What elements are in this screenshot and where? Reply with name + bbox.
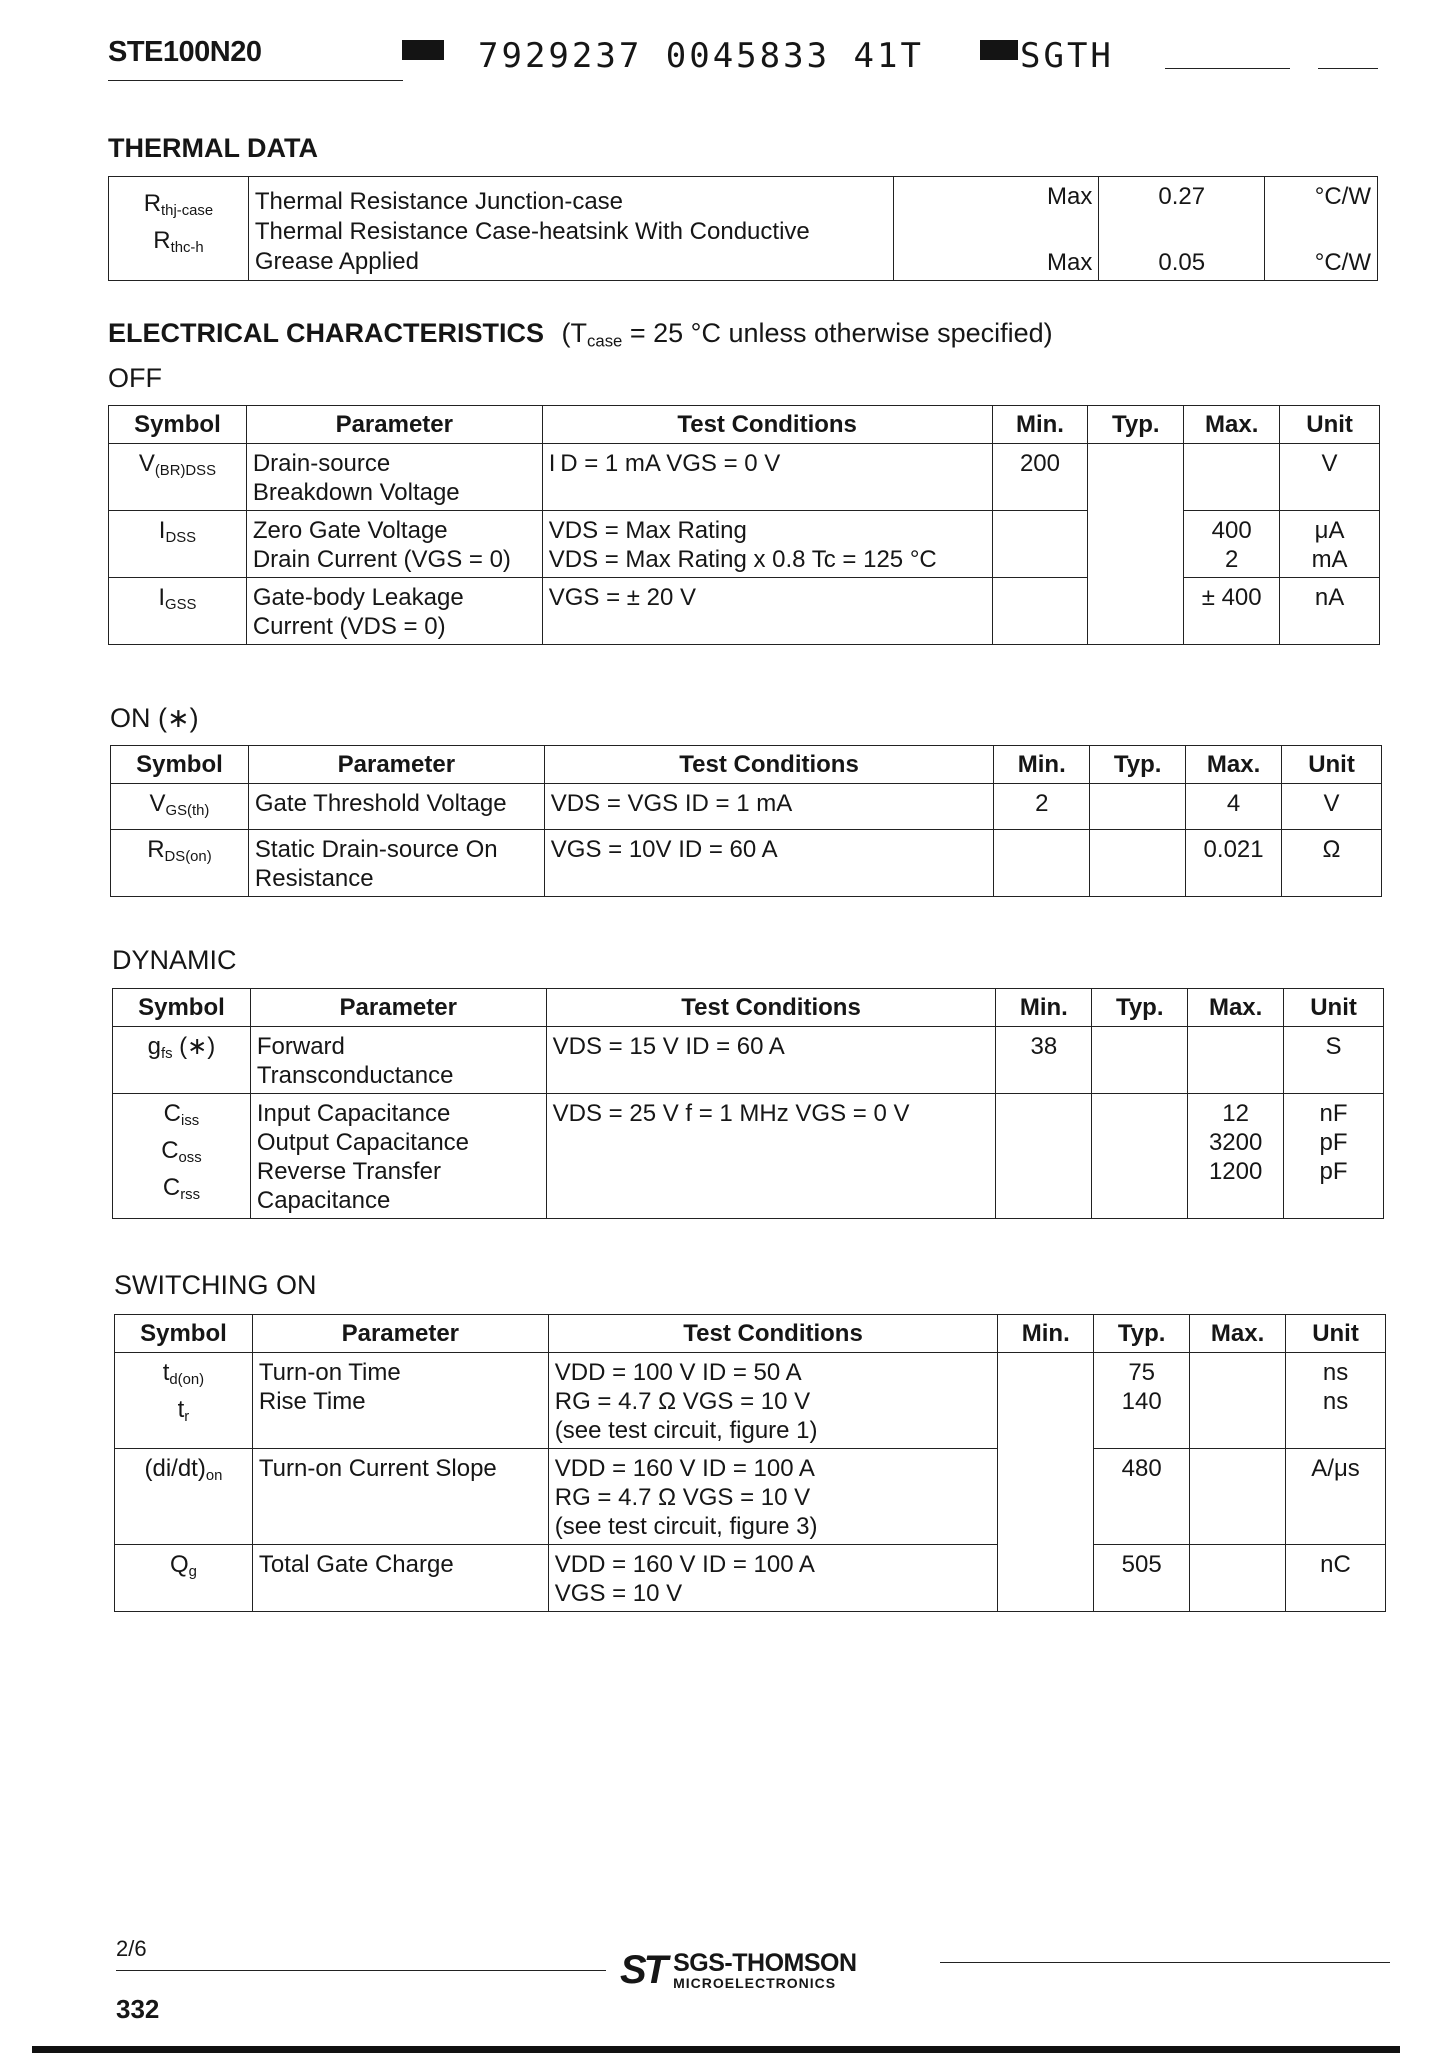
brand-code: SGTH bbox=[1020, 36, 1114, 76]
parameter-cell bbox=[246, 511, 542, 578]
symbol-subscript: GS(th) bbox=[165, 803, 210, 820]
conditions-cell bbox=[548, 1353, 998, 1449]
col-typ: Typ. bbox=[1090, 746, 1186, 784]
switching-table bbox=[114, 1314, 1386, 1612]
header-rule bbox=[1165, 68, 1290, 69]
max-cell: ± 400 bbox=[1184, 578, 1280, 645]
unit-cell: S bbox=[1284, 1027, 1384, 1094]
symbol-cell bbox=[109, 511, 247, 578]
off-table bbox=[108, 405, 1380, 645]
min-cell bbox=[996, 1094, 1092, 1219]
symbol-cell bbox=[109, 444, 247, 511]
parameter-cell bbox=[252, 1449, 548, 1545]
document-code: 7929237 0045833 41T bbox=[478, 36, 924, 76]
symbol-subscript: g bbox=[188, 1564, 197, 1581]
typ-cell bbox=[1088, 444, 1184, 645]
qualifier: Max bbox=[893, 229, 1099, 281]
min-cell bbox=[998, 1353, 1094, 1612]
table-header-row bbox=[109, 406, 1380, 444]
condition-line: VDS = 25 V f = 1 MHz VGS = 0 V bbox=[552, 1100, 910, 1127]
thermal-param-heatsink: Thermal Resistance Case-heatsink With Conductive bbox=[254, 218, 810, 245]
unit-value: pF bbox=[1319, 1158, 1348, 1185]
table-row bbox=[115, 1545, 1386, 1612]
typ-value: 140 bbox=[1121, 1388, 1162, 1415]
max-value: 2 bbox=[1225, 546, 1239, 573]
symbol-subscript: on bbox=[205, 1468, 223, 1485]
symbol-cell bbox=[115, 1545, 253, 1612]
col-unit: Unit bbox=[1284, 989, 1384, 1027]
symbol-cell bbox=[115, 1353, 253, 1449]
company-division: MICROELECTRONICS bbox=[673, 1974, 837, 1991]
condition-prefix: (T bbox=[561, 318, 588, 348]
typ-value: 75 bbox=[1128, 1359, 1156, 1386]
max-cell bbox=[1188, 1094, 1284, 1219]
unit: °C/W bbox=[1265, 177, 1378, 229]
parameter-line: Breakdown Voltage bbox=[252, 479, 460, 506]
switching-title: SWITCHING ON bbox=[114, 1270, 317, 1300]
parameter-line: Static Drain-source On bbox=[254, 836, 498, 864]
condition-subscript: case bbox=[587, 331, 623, 351]
col-parameter: Parameter bbox=[246, 406, 542, 444]
col-min: Min. bbox=[998, 1315, 1094, 1353]
conditions-cell bbox=[548, 1545, 998, 1612]
symbol: t bbox=[177, 1396, 185, 1424]
parameter-line: Transconductance bbox=[256, 1062, 454, 1089]
table-row bbox=[109, 444, 1380, 511]
parameter-line: Forward bbox=[256, 1033, 345, 1060]
conditions-cell bbox=[544, 784, 994, 830]
symbol-subscript: GSS bbox=[165, 597, 197, 614]
symbol: R bbox=[153, 227, 171, 255]
table-row bbox=[111, 784, 1382, 830]
unit-cell bbox=[1286, 1353, 1386, 1449]
condition-line: (see test circuit, figure 3) bbox=[554, 1513, 818, 1540]
col-typ: Typ. bbox=[1092, 989, 1188, 1027]
unit-value: μA bbox=[1314, 517, 1345, 544]
thermal-param-heatsink-cont: Grease Applied bbox=[254, 248, 419, 275]
table-header-row bbox=[115, 1315, 1386, 1353]
col-min: Min. bbox=[992, 406, 1088, 444]
off-title: OFF bbox=[108, 363, 162, 393]
max-cell bbox=[1184, 511, 1280, 578]
col-symbol: Symbol bbox=[115, 1315, 253, 1353]
symbol: g bbox=[147, 1033, 161, 1060]
max-value: 3200 bbox=[1208, 1129, 1263, 1156]
min-cell: 38 bbox=[996, 1027, 1092, 1094]
parameter-line: Rise Time bbox=[258, 1388, 366, 1415]
unit-value: mA bbox=[1311, 546, 1348, 573]
parameter-line: Gate Threshold Voltage bbox=[254, 790, 507, 817]
typ-cell bbox=[1090, 830, 1186, 897]
col-parameter: Parameter bbox=[250, 989, 546, 1027]
col-typ: Typ. bbox=[1088, 406, 1184, 444]
parameter-cell bbox=[246, 578, 542, 645]
col-unit: Unit bbox=[1286, 1315, 1386, 1353]
condition-line: VDS = Max Rating bbox=[548, 517, 747, 544]
symbol-subscript: iss bbox=[181, 1113, 200, 1130]
condition-line: VDS = VGS ID = 1 mA bbox=[550, 790, 793, 817]
conditions-cell bbox=[542, 511, 992, 578]
col-max: Max. bbox=[1184, 406, 1280, 444]
col-symbol: Symbol bbox=[111, 746, 249, 784]
dynamic-table bbox=[112, 988, 1384, 1219]
col-symbol: Symbol bbox=[113, 989, 251, 1027]
unit-cell bbox=[1284, 1094, 1384, 1219]
page-indicator: 2/6 bbox=[116, 1936, 147, 1961]
typ-cell bbox=[1092, 1027, 1188, 1094]
unit-cell: nC bbox=[1286, 1545, 1386, 1612]
typ-cell: 480 bbox=[1094, 1449, 1190, 1545]
table-row bbox=[115, 1449, 1386, 1545]
col-test-conditions: Test Conditions bbox=[544, 746, 994, 784]
header-underline bbox=[108, 80, 403, 81]
col-max: Max. bbox=[1186, 746, 1282, 784]
max-cell: 0.021 bbox=[1186, 830, 1282, 897]
max-cell bbox=[1190, 1353, 1286, 1449]
unit: °C/W bbox=[1265, 229, 1378, 281]
unit-value: pF bbox=[1319, 1129, 1348, 1156]
unit-cell: Ω bbox=[1282, 830, 1382, 897]
parameter-cell bbox=[250, 1027, 546, 1094]
min-cell bbox=[992, 511, 1088, 578]
min-cell bbox=[994, 830, 1090, 897]
max-cell bbox=[1190, 1545, 1286, 1612]
table-row bbox=[109, 578, 1380, 645]
col-parameter: Parameter bbox=[248, 746, 544, 784]
parameter-line: Input Capacitance bbox=[256, 1100, 451, 1127]
typ-cell bbox=[1090, 784, 1186, 830]
condition-line: I D = 1 mA VGS = 0 V bbox=[548, 450, 781, 477]
parameter-line: Turn-on Time bbox=[258, 1359, 401, 1386]
conditions-cell bbox=[544, 830, 994, 897]
parameter-line: Drain-source bbox=[252, 450, 391, 477]
col-max: Max. bbox=[1188, 989, 1284, 1027]
max-value: 12 bbox=[1222, 1100, 1249, 1127]
symbol-cell bbox=[111, 830, 249, 897]
symbol: C bbox=[161, 1137, 179, 1165]
parameter-cell bbox=[246, 444, 542, 511]
typ-cell bbox=[1092, 1094, 1188, 1219]
symbol: V bbox=[149, 790, 166, 817]
condition-line: VDD = 160 V ID = 100 A bbox=[554, 1455, 815, 1482]
col-unit: Unit bbox=[1282, 746, 1382, 784]
conditions-cell bbox=[546, 1094, 996, 1219]
symbol-cell bbox=[115, 1449, 253, 1545]
parameter-line: Gate-body Leakage bbox=[252, 584, 464, 611]
conditions-cell bbox=[546, 1027, 996, 1094]
symbol: C bbox=[163, 1100, 182, 1127]
condition-line: (see test circuit, figure 1) bbox=[554, 1417, 818, 1444]
max-cell bbox=[1184, 444, 1280, 511]
min-cell bbox=[992, 578, 1088, 645]
min-cell: 2 bbox=[994, 784, 1090, 830]
symbol-subscript: DSS bbox=[165, 530, 197, 547]
symbol: Q bbox=[169, 1551, 189, 1578]
max-cell bbox=[1190, 1449, 1286, 1545]
company-logo bbox=[620, 1948, 857, 1993]
unit-cell: A/μs bbox=[1286, 1449, 1386, 1545]
symbol: C bbox=[162, 1174, 181, 1202]
black-bar-mark bbox=[980, 40, 1018, 60]
thermal-table bbox=[108, 176, 1378, 281]
condition-line: RG = 4.7 Ω VGS = 10 V bbox=[554, 1484, 811, 1511]
col-test-conditions: Test Conditions bbox=[546, 989, 996, 1027]
table-row bbox=[109, 511, 1380, 578]
unit-value: nF bbox=[1319, 1100, 1348, 1127]
symbol-subscript: oss bbox=[178, 1150, 202, 1167]
max-value: 400 bbox=[1211, 517, 1252, 544]
unit-cell bbox=[1280, 511, 1380, 578]
condition-line: VDD = 100 V ID = 50 A bbox=[554, 1359, 802, 1386]
thermal-title: THERMAL DATA bbox=[108, 133, 318, 163]
conditions-cell bbox=[548, 1449, 998, 1545]
max-cell bbox=[1188, 1027, 1284, 1094]
parameter-line: Current (VDS = 0) bbox=[252, 613, 446, 640]
page-number: 332 bbox=[116, 1994, 160, 2024]
thermal-symbols bbox=[109, 177, 249, 281]
col-symbol: Symbol bbox=[109, 406, 247, 444]
condition-line: RG = 4.7 Ω VGS = 10 V bbox=[554, 1388, 811, 1415]
col-typ: Typ. bbox=[1094, 1315, 1190, 1353]
condition-line: VGS = ± 20 V bbox=[548, 584, 696, 611]
col-max: Max. bbox=[1190, 1315, 1286, 1353]
part-number: STE100N20 bbox=[108, 36, 262, 68]
table-header-row bbox=[111, 746, 1382, 784]
col-test-conditions: Test Conditions bbox=[548, 1315, 998, 1353]
table-row bbox=[115, 1353, 1386, 1449]
symbol-subscript: fs bbox=[160, 1046, 173, 1063]
conditions-cell bbox=[542, 578, 992, 645]
parameter-line: Reverse Transfer bbox=[256, 1158, 441, 1185]
bottom-border bbox=[32, 2046, 1400, 2053]
table-row bbox=[113, 1094, 1384, 1219]
symbol-cell bbox=[109, 578, 247, 645]
condition-line: VGS = 10 V bbox=[554, 1580, 683, 1607]
symbol: t bbox=[162, 1359, 170, 1386]
dynamic-title: DYNAMIC bbox=[112, 945, 237, 975]
unit-value: ns bbox=[1322, 1359, 1349, 1386]
symbol-subscript: thj-case bbox=[161, 203, 214, 220]
condition-line: VDD = 160 V ID = 100 A bbox=[554, 1551, 815, 1578]
black-bar-mark bbox=[402, 40, 444, 60]
parameter-line: Zero Gate Voltage bbox=[252, 517, 448, 544]
parameter-line: Resistance bbox=[254, 865, 374, 893]
thermal-param-junction: Thermal Resistance Junction-case bbox=[254, 188, 624, 215]
symbol: R bbox=[143, 190, 162, 217]
symbol-subscript: d(on) bbox=[169, 1372, 205, 1389]
parameter-line: Total Gate Charge bbox=[258, 1551, 454, 1578]
symbol-subscript: (BR)DSS bbox=[154, 463, 216, 480]
unit-value: ns bbox=[1322, 1388, 1349, 1415]
symbol-subscript: DS(on) bbox=[164, 849, 212, 866]
table-row bbox=[111, 830, 1382, 897]
symbol-subscript: r bbox=[184, 1409, 190, 1426]
qualifier: Max bbox=[893, 177, 1099, 229]
parameter-cell bbox=[248, 830, 544, 897]
parameter-line: Output Capacitance bbox=[256, 1129, 470, 1156]
value: 0.05 bbox=[1099, 229, 1265, 281]
on-title: ON (∗) bbox=[110, 703, 199, 733]
symbol-note: (∗) bbox=[172, 1033, 216, 1060]
symbol: R bbox=[147, 836, 165, 864]
col-parameter: Parameter bbox=[252, 1315, 548, 1353]
unit-cell: V bbox=[1282, 784, 1382, 830]
symbol: V bbox=[138, 450, 155, 477]
symbol: I bbox=[158, 517, 166, 544]
col-unit: Unit bbox=[1280, 406, 1380, 444]
st-logo-mark: ST bbox=[620, 1948, 666, 1992]
thermal-row bbox=[109, 177, 1378, 229]
header-rule bbox=[1318, 68, 1378, 69]
unit-cell: nA bbox=[1280, 578, 1380, 645]
col-min: Min. bbox=[996, 989, 1092, 1027]
symbol-cell bbox=[113, 1094, 251, 1219]
company-name: SGS-THOMSON bbox=[673, 1948, 857, 1977]
typ-cell: 505 bbox=[1094, 1545, 1190, 1612]
col-test-conditions: Test Conditions bbox=[542, 406, 992, 444]
max-value: 1200 bbox=[1208, 1158, 1263, 1185]
parameter-cell bbox=[252, 1545, 548, 1612]
on-table bbox=[110, 745, 1382, 897]
parameter-cell bbox=[252, 1353, 548, 1449]
thermal-parameters bbox=[248, 177, 893, 281]
table-header-row bbox=[113, 989, 1384, 1027]
electrical-title: ELECTRICAL CHARACTERISTICS bbox=[108, 318, 545, 348]
symbol-cell bbox=[113, 1027, 251, 1094]
parameter-line: Drain Current (VGS = 0) bbox=[252, 546, 511, 573]
conditions-cell bbox=[542, 444, 992, 511]
parameter-cell bbox=[250, 1094, 546, 1219]
symbol-subscript: thc-h bbox=[170, 240, 204, 257]
condition-line: VDS = Max Rating x 0.8 Tc = 125 °C bbox=[548, 546, 937, 573]
value: 0.27 bbox=[1099, 177, 1265, 229]
electrical-title-line bbox=[108, 318, 1053, 352]
parameter-line: Capacitance bbox=[256, 1187, 391, 1214]
symbol-subscript: rss bbox=[180, 1187, 201, 1204]
condition-suffix: = 25 °C unless otherwise specified) bbox=[622, 318, 1053, 348]
unit-cell: V bbox=[1280, 444, 1380, 511]
typ-cell bbox=[1094, 1353, 1190, 1449]
parameter-line: Turn-on Current Slope bbox=[258, 1455, 497, 1482]
footer-rule bbox=[116, 1970, 606, 1971]
symbol: (di/dt) bbox=[144, 1455, 206, 1482]
col-min: Min. bbox=[994, 746, 1090, 784]
symbol: I bbox=[158, 584, 166, 611]
parameter-cell bbox=[248, 784, 544, 830]
symbol-cell bbox=[111, 784, 249, 830]
max-cell: 4 bbox=[1186, 784, 1282, 830]
table-row bbox=[113, 1027, 1384, 1094]
condition-line: VGS = 10V ID = 60 A bbox=[550, 836, 778, 864]
min-cell: 200 bbox=[992, 444, 1088, 511]
condition-line: VDS = 15 V ID = 60 A bbox=[552, 1033, 785, 1060]
footer-rule bbox=[940, 1962, 1390, 1963]
